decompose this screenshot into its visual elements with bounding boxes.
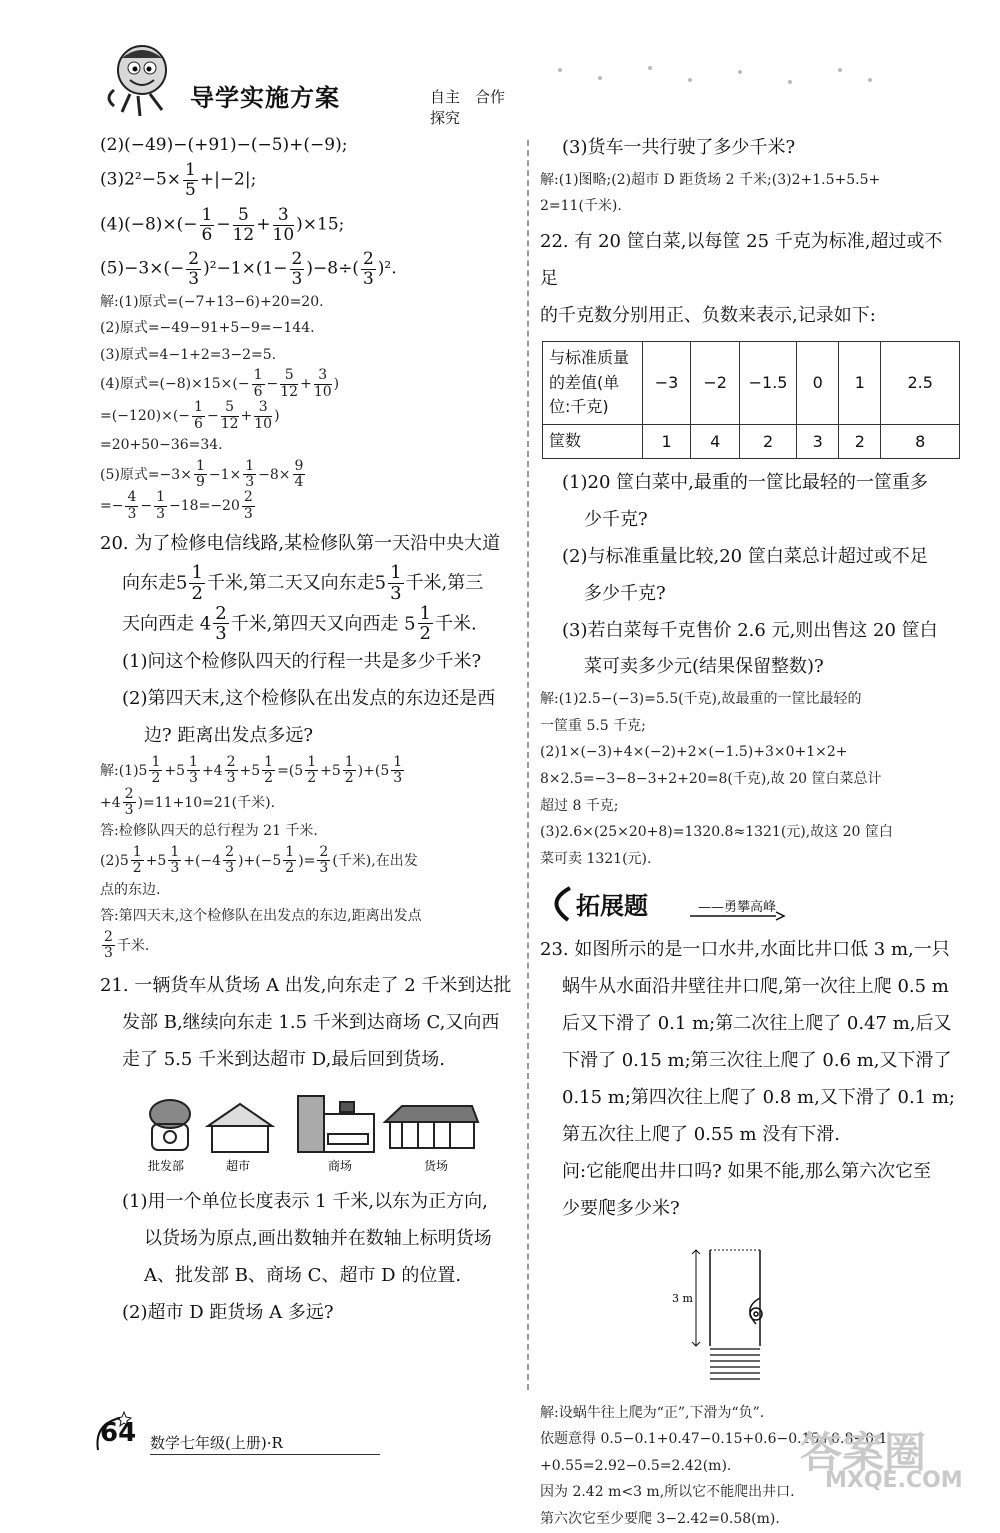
answer-22f: (3)2.6×(25×20+8)=1320.8≈1321(元),故这 20 筐白 — [540, 824, 893, 841]
page-footer — [90, 1410, 390, 1460]
question-20-part1: (1)问这个检修队四天的行程一共是多少千米? — [122, 651, 482, 673]
table-cell: 2.5 — [881, 341, 960, 424]
wholesale-building-icon — [150, 1100, 190, 1150]
extension-banner — [540, 882, 960, 926]
mall-building-icon — [298, 1096, 374, 1152]
answer-23e: 第六次它至少要爬 3−2.42=0.58(m). — [540, 1510, 780, 1527]
question-23-line5: 0.15 m;第四次往上爬了 0.8 m,又下滑了 0.1 m; — [562, 1087, 955, 1108]
banner-title: 拓展题 — [576, 892, 648, 921]
left-column — [100, 130, 520, 1332]
table-cell: −2 — [691, 341, 740, 424]
page-header — [100, 40, 521, 127]
question-22-part1-cont: 少千克? — [584, 508, 648, 530]
answer-22b: 一筐重 5.5 千克; — [540, 717, 646, 734]
answer-21b: 2=11(千米). — [540, 198, 622, 215]
right-column — [540, 130, 960, 1533]
table-row — [543, 341, 960, 424]
fraction: $\frac{1}{5}$ — [185, 160, 196, 201]
table-row-header: 筐数 — [543, 425, 643, 459]
question-22-part3: (3)若白菜每千克售价 2.6 元,则出售这 20 筐白 — [562, 619, 938, 641]
question-23-line7: 问:它能爬出井口吗? 如果不能,那么第六次它至 — [562, 1160, 932, 1182]
question-22-part2: (2)与标准重量比较,20 筐白菜总计超过或不足 — [562, 545, 928, 567]
mascot-icon — [100, 40, 185, 120]
answer-20-1b: +4 $\frac{2}{3}$ )=11+10=21(千米). — [100, 785, 276, 818]
question-21-part1: (1)用一个单位长度表示 1 千米,以东为正方向, — [122, 1191, 488, 1213]
answer-20-2b: 点的东边. — [100, 881, 161, 898]
solution-19-1: 解:(1)原式=(−7+13−6)+20=20. — [100, 293, 324, 310]
answer-20-2d: $\frac{2}{3}$ 千米. — [104, 928, 150, 962]
answer-22a: 解:(1)2.5−(−3)=5.5(千克),故最重的一筐比最轻的 — [540, 691, 862, 708]
question-20-line1: 20. 为了检修电信线路,某检修队第一天沿中央大道 — [100, 533, 501, 555]
table-cell: 1 — [642, 425, 691, 459]
question-23-line6: 第五次往上爬了 0.55 m 没有下滑. — [562, 1123, 841, 1145]
question-22-line1: 22. 有 20 筐白菜,以每筐 25 千克为标准,超过或不足 — [540, 231, 943, 289]
watermark-logo: 答案圈 — [800, 1428, 927, 1477]
answer-20-1a: 解:(1)5 $\frac{1}{2}$ +5 $\frac{1}{3}$ +4 $\frac{2}{3}$ +5 $\frac{1}{2}$ =(5 $\frac{1}{2}$ +5 $\frac{1}{2}$ )+(5 $\frac{1}{3}$ — [100, 753, 403, 787]
book-title: 数学七年级(上册)·R — [150, 1434, 283, 1452]
question-21-part3: (3)货车一共行驶了多少千米? — [562, 137, 796, 158]
buildings-illustration — [140, 1092, 480, 1174]
question-21-line1: 21. 一辆货车从货场 A 出发,向东走了 2 千米到达批 — [100, 974, 512, 996]
question-22-part3-cont: 菜可卖多少元(结果保留整数)? — [584, 656, 824, 678]
table-row-header: 与标准质量的差值(单位:千克) — [543, 341, 643, 424]
question-23-line8: 少要爬多少米? — [562, 1197, 680, 1219]
header-subtitle: 自主 合作 探究 — [430, 88, 521, 127]
solution-19-4b: =(−120)×(− $\frac{1}{6}$ − $\frac{5}{12}$ + $\frac{3}{10}$ ) — [100, 399, 280, 432]
table-cell: 1 — [839, 341, 881, 424]
header-title: 导学实施方案 — [190, 84, 340, 112]
table-row — [543, 425, 960, 459]
question-21-line3: 走了 5.5 千米到达超市 D,最后回到货场. — [122, 1048, 446, 1070]
watermark-url: MXQE.COM — [825, 1468, 963, 1493]
solution-19-4a: (4)原式=(−8)×15×(− $\frac{1}{6}$ − $\frac{5}{12}$ + $\frac{3}{10}$ ) — [100, 367, 340, 400]
question-23-line2: 蜗牛从水面沿井壁往井口爬,第一次往上爬 0.5 m — [562, 976, 949, 998]
label-freight-yard: 货场 — [424, 1159, 449, 1174]
table-cell: 4 — [691, 425, 740, 459]
cabbage-weight-table — [542, 341, 960, 459]
question-20-part2-cont: 边? 距离出发点多远? — [144, 724, 314, 746]
answer-20-2a: (2)5 $\frac{1}{2}$ +5 $\frac{1}{3}$ +(−4 $\frac{2}{3}$ )+(−5 $\frac{1}{2}$ )= $\frac{2}{3}$ (千米),在出发 — [100, 843, 418, 877]
question-23-line3: 后又下滑了 0.1 m;第二次往上爬了 0.47 m,后又 — [562, 1013, 952, 1035]
answer-22g: 菜可卖 1321(元). — [540, 850, 652, 867]
column-divider — [527, 140, 529, 1390]
answer-20-2c: 答:第四天末,这个检修队在出发点的东边,距离出发点 — [100, 908, 422, 925]
label-supermarket: 超市 — [226, 1159, 251, 1174]
table-cell: 2 — [839, 425, 881, 459]
question-21-part2: (2)超市 D 距货场 A 多远? — [122, 1302, 334, 1324]
problem-19-2: (2)(−49)−(+91)−(−5)+(−9); — [100, 135, 348, 155]
question-21-line2: 发部 B,继续向东走 1.5 千米到达商场 C,又向西 — [122, 1011, 500, 1033]
question-21-part1-cont1: 以货场为原点,画出数轴并在数轴上标明货场 — [144, 1228, 492, 1250]
label-mall: 商场 — [328, 1159, 353, 1174]
answer-20-1c: 答:检修队四天的总行程为 21 千米. — [100, 823, 318, 840]
question-23-line4: 下滑了 0.15 m;第三次往上爬了 0.6 m,又下滑了 — [562, 1050, 952, 1072]
answer-23b: 依题意得 0.5−0.1+0.47−0.15+0.6−0.15+0.8−0.1 — [540, 1431, 888, 1448]
question-22-line2: 的千克数分别用正、负数来表示,记录如下: — [540, 304, 876, 326]
page-number: 64 — [100, 1418, 137, 1448]
freight-yard-building-icon — [385, 1106, 478, 1148]
question-21-part1-cont2: A、批发部 B、商场 C、超市 D 的位置. — [144, 1265, 462, 1287]
table-cell: −3 — [642, 341, 691, 424]
answer-23c: +0.55=2.92−0.5=2.42(m). — [540, 1457, 732, 1474]
table-cell: 3 — [797, 425, 839, 459]
solution-19-2: (2)原式=−49−91+5−9=−144. — [100, 320, 315, 337]
supermarket-building-icon — [208, 1104, 272, 1152]
solution-19-3: (3)原式=4−1+2=3−2=5. — [100, 346, 277, 363]
label-wholesale: 批发部 — [148, 1159, 185, 1174]
answer-22e: 超过 8 千克; — [540, 797, 619, 814]
question-22-part1: (1)20 筐白菜中,最重的一筐比最轻的一筐重多 — [562, 471, 928, 493]
question-20-line3: 天向西走 4 $\frac{2}{3}$ 千米,第四天又向西走 5 $\frac{1}{2}$ 千米. — [122, 602, 477, 645]
solution-19-4c: =20+50−36=34. — [100, 436, 223, 453]
solution-19-5a: (5)原式=−3× $\frac{1}{9}$ −1× $\frac{1}{3}$ −8× $\frac{9}{4}$ — [100, 457, 304, 490]
question-20-part2: (2)第四天末,这个检修队在出发点的东边还是西 — [122, 688, 496, 710]
problem-19-3: (3)2²−5× $\frac{1}{5}$ +|−2|; — [100, 160, 257, 201]
well-depth-label: 3 m — [672, 1291, 693, 1305]
answer-23a: 解:设蜗牛往上爬为“正”,下滑为“负”. — [540, 1404, 765, 1421]
solution-19-5b: =− $\frac{4}{3}$ − $\frac{1}{3}$ −18=−20 $\frac{2}{3}$ — [100, 489, 253, 522]
table-cell: −1.5 — [740, 341, 797, 424]
header-dots-decoration — [540, 60, 880, 90]
question-23-line1: 23. 如图所示的是一口水井,水面比井口低 3 m,一只 — [540, 939, 950, 961]
answer-22c: (2)1×(−3)+4×(−2)+2×(−1.5)+3×0+1×2+ — [540, 744, 848, 761]
answer-22d: 8×2.5=−3−8−3+2+20=8(千克),故 20 筐白菜总计 — [540, 771, 882, 788]
banner-subtitle: ——勇攀高峰 — [698, 900, 777, 916]
footer-rule — [150, 1454, 380, 1455]
answer-21a: 解:(1)图略;(2)超市 D 距货场 2 千米;(3)2+1.5+5.5+ — [540, 171, 881, 188]
table-cell: 2 — [740, 425, 797, 459]
problem-19-4: (4)(−8)×(− $\frac{1}{6}$ − $\frac{5}{12}$ + $\frac{3}{10}$ )×15; — [100, 204, 345, 245]
problem-19-5: (5)−3×(− $\frac{2}{3}$ )²−1×(1− $\frac{2}{3}$ )−8÷( $\frac{2}{3}$ )². — [100, 249, 397, 289]
table-cell: 0 — [797, 341, 839, 424]
question-22-part2-cont: 多少千克? — [584, 582, 666, 604]
question-20-line2: 向东走5 $\frac{1}{2}$ 千米,第二天又向东走5 $\frac{1}{3}$ 千米,第三 — [122, 561, 484, 604]
water-hatching — [710, 1348, 760, 1380]
answer-23d: 因为 2.42 m<3 m,所以它不能爬出井口. — [540, 1484, 795, 1501]
well-diagram — [670, 1246, 790, 1386]
table-cell: 8 — [881, 425, 960, 459]
